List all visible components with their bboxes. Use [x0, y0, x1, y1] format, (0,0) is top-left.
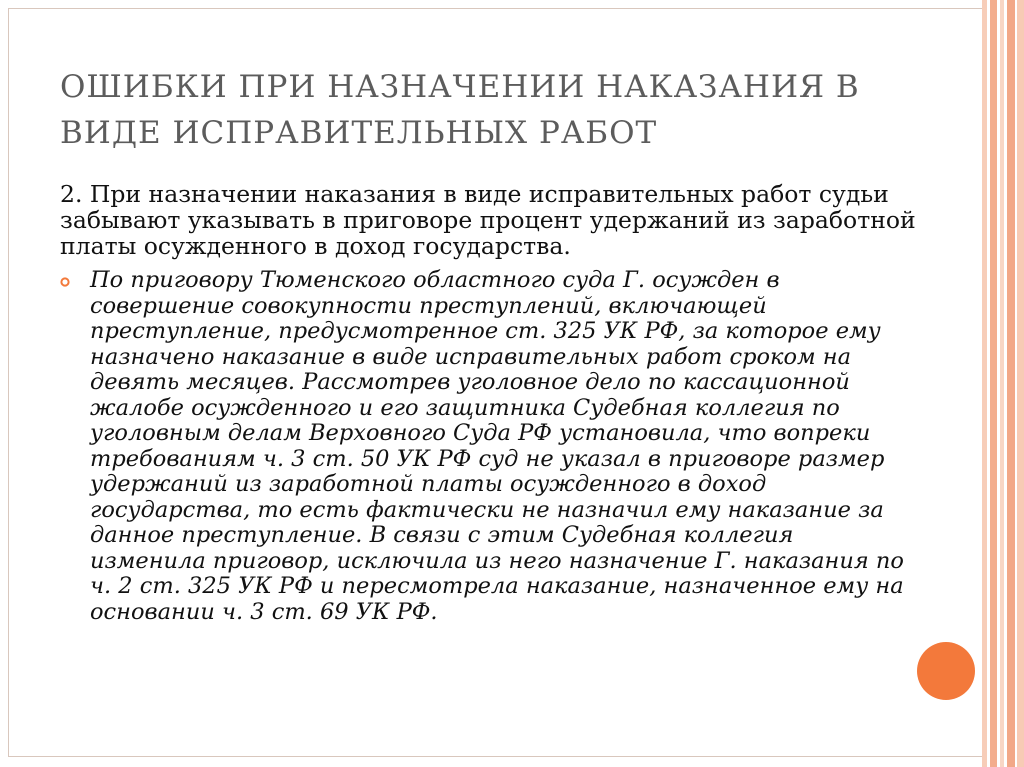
decorative-stripe — [1007, 0, 1015, 767]
decorative-circle — [917, 642, 975, 700]
decorative-stripe — [1017, 0, 1024, 767]
lead-paragraph: 2. При назначении наказания в виде исправительных работ судьи забывают указывать в приговоре процент удержаний из заработной платы осужденного в доход государства. — [60, 180, 916, 260]
ring-bullet-icon — [60, 277, 70, 287]
decorative-stripe — [1000, 0, 1004, 767]
decorative-stripe — [990, 0, 997, 767]
slide-title: ОШИБКИ ПРИ НАЗНАЧЕНИИ НАКАЗАНИЯ В ВИДЕ ИСПРАВИТЕЛЬНЫХ РАБОТ — [60, 69, 860, 151]
bullet-text: По приговору Тюменского областного суда Г. осужден в совершение совокупности преступлений, включающей преступление, предусмотренное ст. 325 УК РФ, за которое ему назначено наказание в виде исправительных работ сроком на девять месяцев. Рассмотрев уголовное дело по кассационной жалобе осужденного и его защитника Судебная коллегия по уголовным делам Верховного Суда РФ установила, что вопреки требованиям ч. 3 ст. 50 УК РФ суд не указал в приговоре размер удержаний из заработной платы осужденного в доход государства, то есть фактически не назначил ему наказание за данное преступление. В связи с этим Судебная коллегия изменила приговор, исключила из него назначение Г. наказания по ч. 2 ст. 325 УК РФ и пересмотрела наказание, назначенное ему на основании ч. 3 ст. 69 УК РФ. — [90, 267, 904, 625]
decorative-stripe — [982, 0, 987, 767]
